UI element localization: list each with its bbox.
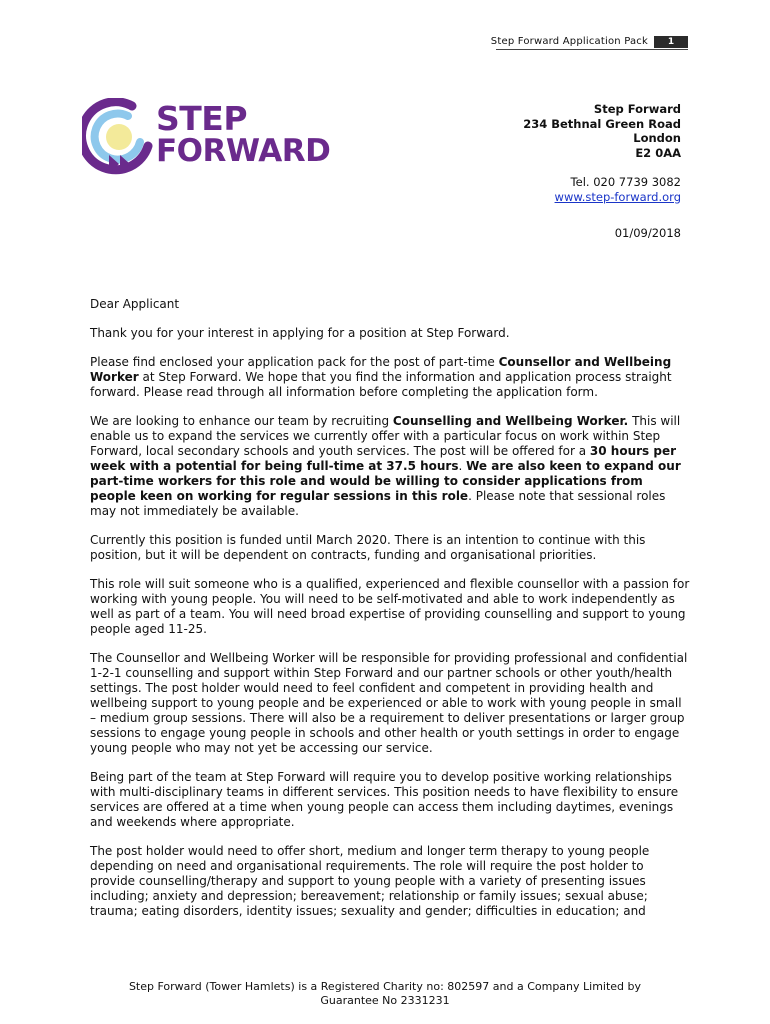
- address-city: London: [633, 131, 681, 145]
- address-tel: Tel. 020 7739 3082: [570, 175, 681, 189]
- paragraph-8: The post holder would need to offer short, medium and longer term therapy to young people depending on need and organisational requirements. The role will require the post holder to provide counselling/therapy and support to young people with a variety of presenting issues including; anxiety and depression; bereavement; relationship or family issues; sexual abuse; trauma; eating disorders, identity issues; sexuality and gender; difficulties in education; and: [90, 844, 650, 918]
- letter-body: [90, 297, 690, 933]
- header-title: Step Forward Application Pack: [490, 36, 648, 47]
- salutation: Dear Applicant: [90, 297, 180, 311]
- paragraph-7: Being part of the team at Step Forward will require you to develop positive working relationships with multi-disciplinary teams in different services. This position needs to have flexibility to ensure services are offered at a time when young people can access them including daytimes, evenings and weekends where appropriate.: [90, 770, 679, 829]
- address-postcode: E2 0AA: [635, 145, 681, 160]
- step-forward-logo: [82, 98, 331, 176]
- page-number-badge: 1: [654, 36, 688, 48]
- address-org: Step Forward: [593, 102, 681, 116]
- logo-word-forward: FORWARD: [156, 133, 331, 169]
- website-link[interactable]: www.step-forward.org: [554, 189, 681, 204]
- header-divider: [496, 49, 688, 50]
- paragraph-3: We are looking to enhance our team by recruiting Counselling and Wellbeing Worker. This will enable us to expand the services we currently offer with a particular focus on work within Step Forward, local secondary schools and youth services. The post will be offered for a 30 hours per week with a potential for being full-time at 37.5 hours. We are also keen to expand our part-time workers for this role and would be willing to consider applications from people keen on working for regular sessions in this role. Please note that sessional roles may not immediately be available.: [90, 414, 681, 518]
- sender-address: [523, 102, 681, 204]
- paragraph-5: This role will suit someone who is a qualified, experienced and flexible counsellor with a passion for working with young people. You will need to be self-motivated and able to work independently as well as part of a team. You will need broad expertise of providing counselling and support to young people aged 11-25.: [90, 577, 690, 636]
- logo-word-step: STEP: [156, 99, 248, 138]
- letter-date: 01/09/2018: [614, 226, 681, 240]
- paragraph-1: Thank you for your interest in applying for a position at Step Forward.: [90, 326, 510, 340]
- logo-mark-icon: [82, 98, 158, 176]
- paragraph-2: Please find enclosed your application pack for the post of part-time Counsellor and Wellbeing Worker at Step Forward. We hope that you find the information and application process straight forward. Please read through all information before completing the application form.: [90, 355, 672, 399]
- address-street: 234 Bethnal Green Road: [523, 116, 681, 131]
- paragraph-6: The Counsellor and Wellbeing Worker will be responsible for providing professional and confidential 1-2-1 counselling and support within Step Forward and our partner schools or other youth/health settings. The post holder would need to feel confident and competent in providing health and wellbeing support to young people and be experienced or able to work with young people in small – medium group sessions. There will also be a requirement to deliver presentations or larger group sessions to engage young people in schools and other health or youth settings in order to engage young people who may not yet be accessing our service.: [90, 651, 688, 755]
- page-header: [0, 36, 770, 52]
- paragraph-4: Currently this position is funded until March 2020. There is an intention to continue with this position, but it will be dependent on contracts, funding and organisational priorities.: [90, 533, 646, 562]
- page-footer: Step Forward (Tower Hamlets) is a Registered Charity no: 802597 and a Company Limited by Guarantee No 2331231: [128, 980, 642, 1007]
